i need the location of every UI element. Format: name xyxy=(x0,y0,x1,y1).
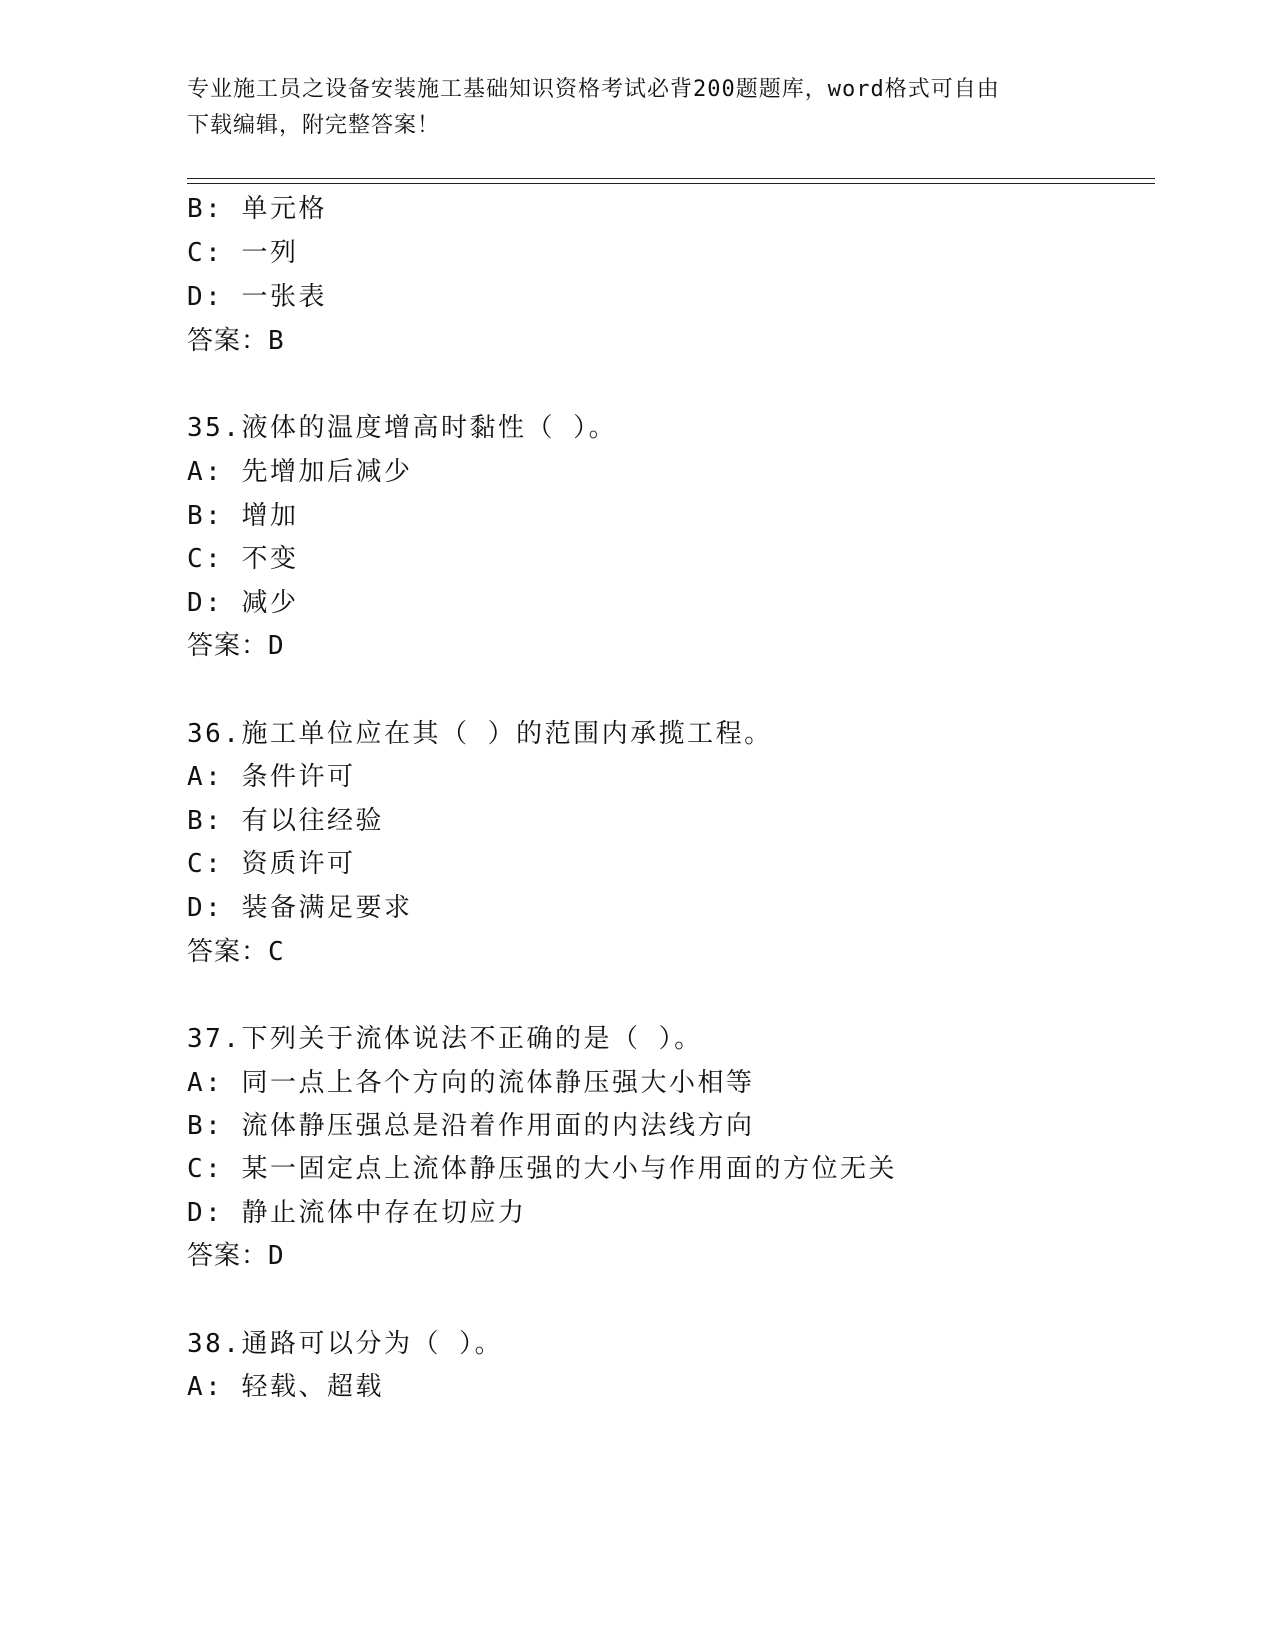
q36-option-c: C: 资质许可 xyxy=(187,849,356,879)
q37-option-b: B: 流体静压强总是沿着作用面的内法线方向 xyxy=(187,1111,755,1141)
q36-option-b: B: 有以往经验 xyxy=(187,806,384,836)
header-line-2: 下载编辑，附完整答案！ xyxy=(187,113,441,138)
q35-answer: 答案：D xyxy=(187,631,285,661)
q36-question: 36.施工单位应在其（ ）的范围内承揽工程。 xyxy=(187,719,773,749)
q34-option-c: C: 一列 xyxy=(187,238,299,268)
q37-option-c: C: 某一固定点上流体静压强的大小与作用面的方位无关 xyxy=(187,1154,897,1184)
q34-option-b: B: 单元格 xyxy=(187,194,327,224)
q37-option-d: D: 静止流体中存在切应力 xyxy=(187,1198,527,1228)
q38-option-a: A: 轻载、超载 xyxy=(187,1372,384,1402)
q37-question: 37.下列关于流体说法不正确的是（ ）。 xyxy=(187,1024,703,1054)
q34-option-d: D: 一张表 xyxy=(187,282,327,312)
document-header xyxy=(187,72,1087,144)
q36-answer: 答案：C xyxy=(187,937,285,967)
q36-option-a: A: 条件许可 xyxy=(187,762,356,792)
q34-answer: 答案：B xyxy=(187,326,285,356)
q35-question: 35.液体的温度增高时黏性（ ）。 xyxy=(187,413,618,443)
q35-option-c: C: 不变 xyxy=(187,544,299,574)
q35-option-d: D: 减少 xyxy=(187,588,299,618)
q37-option-a: A: 同一点上各个方向的流体静压强大小相等 xyxy=(187,1068,755,1098)
q38-question: 38.通路可以分为（ ）。 xyxy=(187,1329,504,1359)
header-divider-top xyxy=(187,178,1155,179)
header-line-1: 专业施工员之设备安装施工基础知识资格考试必背200题题库，word格式可自由 xyxy=(187,77,1000,102)
q35-option-b: B: 增加 xyxy=(187,501,299,531)
q35-option-a: A: 先增加后减少 xyxy=(187,457,413,487)
q36-option-d: D: 装备满足要求 xyxy=(187,893,413,923)
q37-answer: 答案：D xyxy=(187,1241,285,1271)
header-divider-bottom xyxy=(187,183,1155,184)
